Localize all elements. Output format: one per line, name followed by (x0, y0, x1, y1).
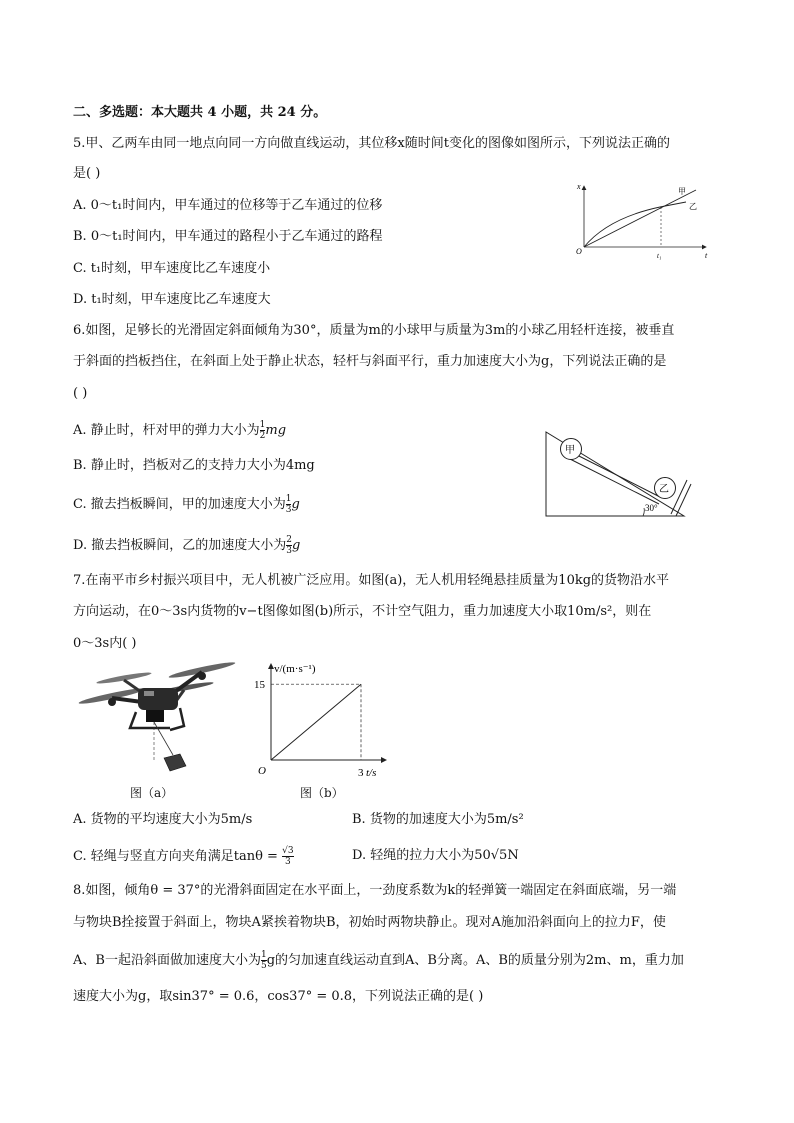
q5-curve-yi (584, 202, 686, 247)
q7-y-label: v/(m·s⁻¹) (274, 663, 316, 675)
q6-a-den: 2 (259, 431, 266, 441)
q6-option-b: B. 静止时，挡板对乙的支持力大小为4mg (73, 458, 315, 473)
q7-vt-series-line (271, 684, 361, 760)
q7-x-tick-3: 3 (358, 767, 364, 779)
q5-t1-label: t₁ (657, 252, 662, 260)
q7-option-a: A. 货物的平均速度大小为5m/s (73, 812, 253, 827)
q5-line-jia (584, 190, 696, 247)
q6-a-text: A. 静止时，杆对甲的弹力大小为 (73, 423, 260, 438)
q6-d-unit: g (291, 538, 301, 553)
q6-baffle-right (676, 484, 691, 516)
q8-den: 5 (260, 961, 267, 971)
q6-stem-line2: 于斜面的挡板挡住，在斜面上处于静止状态，轻杆与斜面平行，重力加速度大小为g，下列说法正确的是 (73, 354, 667, 369)
q5-label-jia: 甲 (678, 187, 686, 196)
drone-motor (108, 698, 116, 706)
q7-stem-line2: 方向运动，在0～3s内货物的v−t图像如图(b)所示，不计空气阻力，重力加速度大小取10m/s²，则在 (73, 604, 652, 619)
q6-stem-line3: ( ) (73, 386, 88, 401)
q8-line1: 8.如图，倾角θ = 37°的光滑斜面固定在水平面上，一劲度系数为k的轻弹簧一端固定在斜面底端，另一端 (73, 883, 677, 898)
q7-c-num: √3 (282, 846, 294, 856)
q6-option-d (73, 535, 300, 556)
section-heading: 二、多选题：本大题共 4 小题，共 24 分。 (73, 105, 327, 120)
drone-rotor-left-back (96, 671, 152, 686)
q7-option-c (73, 846, 294, 867)
q6-c-text: C. 撤去挡板瞬间，甲的加速度大小为 (73, 497, 286, 512)
q6-c-unit: g (291, 497, 300, 512)
q8-line3-rest: g的匀加速直线运动直到A、B分离。A、B的质量分别为2m、m，重力加 (266, 953, 684, 968)
q6-a-num: 1 (259, 420, 266, 430)
q7-stem-line3: 0～3s内( ) (73, 636, 137, 651)
q7-option-b: B. 货物的加速度大小为5m/s² (352, 812, 524, 827)
q7-fig-a-caption: 图（a） (130, 786, 174, 800)
q7-drone-image (72, 658, 242, 780)
q6-d-text: D. 撤去挡板瞬间，乙的加速度大小为 (73, 538, 287, 553)
q7-c-fraction (282, 846, 293, 867)
q8-num: 1 (260, 950, 267, 960)
q5-label-yi: 乙 (689, 202, 697, 211)
q8-line3-text: A、B一起沿斜面做加速度大小为 (73, 953, 261, 968)
drone-camera (146, 710, 164, 722)
q6-a-unit: mg (265, 423, 287, 438)
q7-x-label: t/s (366, 767, 377, 779)
q7-y-tick-15: 15 (254, 679, 265, 692)
q6-d-den: 3 (286, 546, 292, 556)
q6-incline-figure (543, 428, 693, 520)
q6-c-den: 3 (285, 505, 292, 515)
q5-y-label: x (577, 182, 581, 191)
q7-c-den: 3 (284, 857, 291, 867)
q6-option-a (73, 420, 286, 441)
drone-motor (198, 672, 206, 680)
q6-option-c (73, 494, 300, 515)
drone-arm-1 (112, 698, 142, 702)
q5-stem-line2: 是( ) (73, 166, 101, 181)
q5-option-c: C. t₁时刻，甲车速度比乙车速度小 (73, 261, 271, 276)
q6-label-yi: 乙 (659, 484, 669, 495)
q6-d-num: 2 (286, 535, 292, 545)
q5-option-a: A. 0～t₁时间内，甲车通过的位移等于乙车通过的位移 (73, 198, 383, 213)
q6-stem-line1: 6.如图，足够长的光滑固定斜面倾角为30°，质量为m的小球甲与质量为3m的小球乙用轻杆连接，被垂直 (73, 323, 675, 338)
q5-option-b: B. 0～t₁时间内，甲车通过的路程小于乙车通过的路程 (73, 229, 383, 244)
q6-angle-label: 30° (645, 503, 658, 513)
q6-c-num: 1 (285, 494, 292, 504)
q6-label-jia: 甲 (565, 445, 575, 456)
q5-stem-line1: 5.甲、乙两车由同一地点向同一方向做直线运动，其位移x随时间t变化的图像如图所示，下列说法正确的 (73, 136, 670, 151)
q8-line2: 与物块B拴接置于斜面上，物块A紧挨着物块B，初始时两物块静止。现对A施加沿斜面向上的拉力F，使 (73, 915, 666, 930)
q8-line3 (73, 950, 684, 971)
q5-x-label: t (705, 251, 708, 260)
q5-xt-graph (568, 180, 718, 262)
q8-line4: 速度大小为g，取sin37° = 0.6，cos37° = 0.8，下列说法正确的是( ) (73, 989, 484, 1004)
q7-fig-b-caption: 图（b） (300, 786, 344, 800)
q5-option-d: D. t₁时刻，甲车速度比乙车速度大 (73, 292, 271, 307)
q7-option-d: D. 轻绳的拉力大小为50√5N (352, 848, 519, 863)
q5-origin: O (576, 247, 582, 256)
q7-origin: O (258, 765, 266, 777)
drone-cargo-box (164, 754, 186, 771)
q7-vt-graph (252, 658, 392, 784)
drone-light (144, 691, 154, 696)
q7-stem-line1: 7.在南平市乡村振兴项目中，无人机被广泛应用。如图(a)，无人机用轻绳悬挂质量为10kg的货物沿水平 (73, 573, 670, 588)
q7-c-text: C. 轻绳与竖直方向夹角满足tanθ = (73, 849, 283, 864)
